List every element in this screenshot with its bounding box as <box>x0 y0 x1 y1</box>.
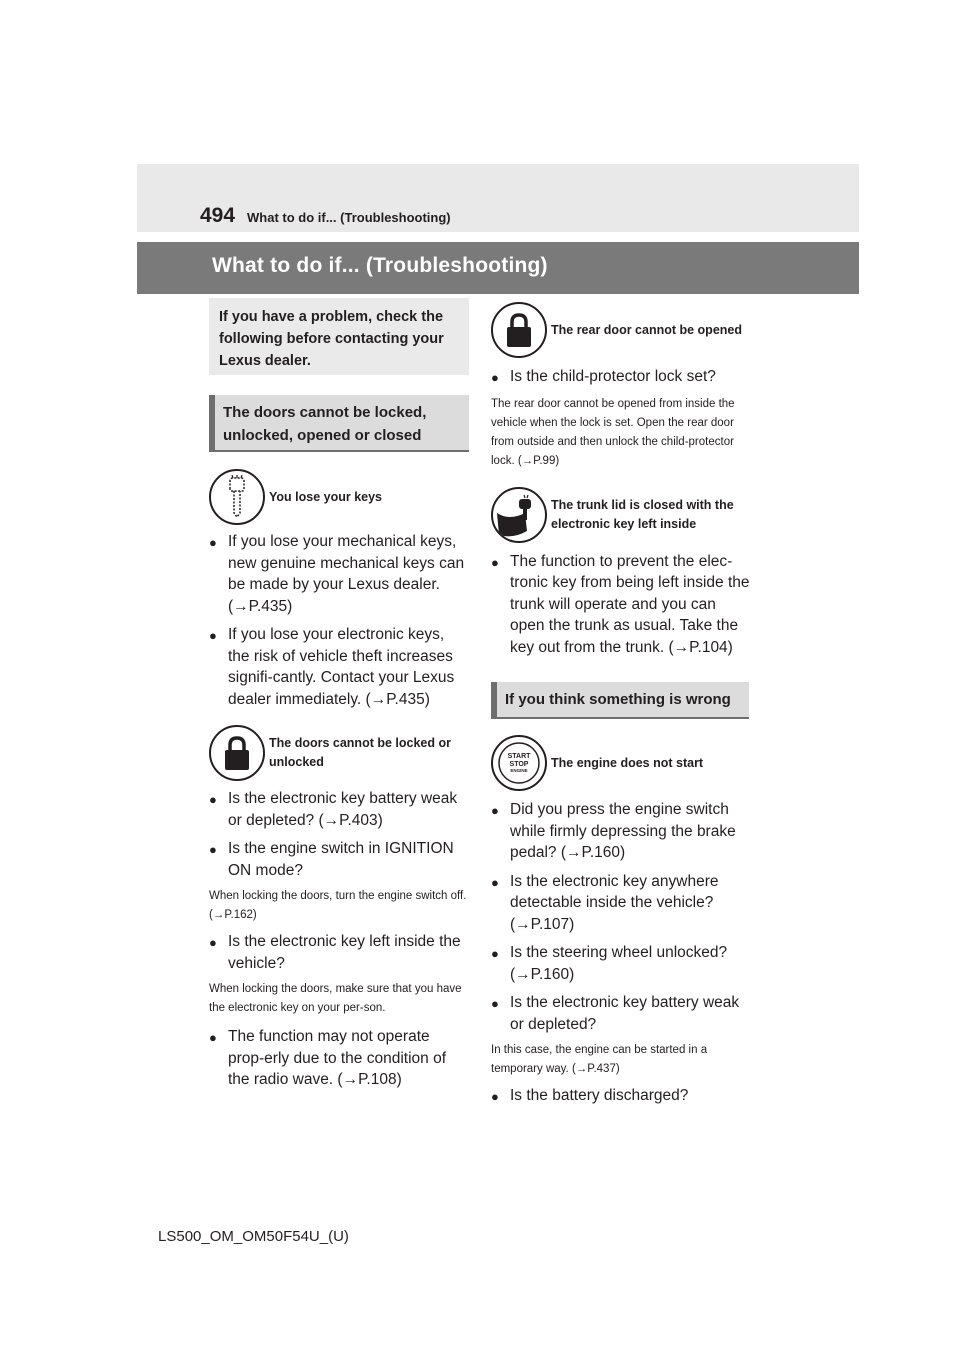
padlock-icon <box>491 302 547 358</box>
running-title: What to do if... (Troubleshooting) <box>247 210 451 225</box>
bullet-item <box>491 799 751 864</box>
bullet-text: If you lose your electronic keys, the risk of vehicle theft increases signifi-cantly. Contact your Lexus dealer immediately. (→P.435) <box>228 626 455 708</box>
subheading-label: The engine does not start <box>551 755 704 770</box>
bullet-text: If you lose your mechanical keys, new genuine mechanical keys can be made by your Lexus dealer. (→P.435) <box>228 533 465 615</box>
page-title: What to do if... (Troubleshooting) <box>212 254 548 277</box>
bullet-text: Did you press the engine switch while firmly depressing the brake pedal? (→P.160) <box>510 801 736 861</box>
bullet-text: Is the steering wheel unlocked? (→P.160) <box>510 944 728 983</box>
bullet-text: Is the electronic key battery weak or depleted? <box>510 994 740 1033</box>
icon-text: STOP <box>509 761 529 768</box>
bullet-icon: ● <box>209 792 217 807</box>
bullet-icon: ● <box>491 803 499 818</box>
header-band <box>137 164 859 232</box>
bullet-item <box>209 1026 469 1091</box>
bullet-text: Is the electronic key anywhere detectable inside the vehicle? (→P.107) <box>510 872 719 933</box>
bullet-item <box>209 531 469 617</box>
section-heading-wrong: If you think something is wrong <box>491 682 749 719</box>
key-icon <box>209 469 265 525</box>
right-column <box>491 302 751 1108</box>
bullet-item <box>209 788 469 831</box>
subheading-label: You lose your keys <box>269 489 383 504</box>
bullet-item <box>209 838 469 881</box>
bullet-icon: ● <box>491 1089 499 1104</box>
section-heading-doors: The doors cannot be locked, unlocked, opened or closed <box>209 395 469 452</box>
note-text: In this case, the engine can be started in a temporary way. (→P.437) <box>491 1044 708 1075</box>
left-column <box>209 298 469 1091</box>
icon-text: START <box>507 753 531 760</box>
bullet-item <box>491 992 751 1035</box>
page-number: 494 <box>200 204 236 227</box>
subheading-rear-door <box>491 302 751 358</box>
subheading-engine <box>491 735 751 791</box>
trunk-key-icon <box>491 487 547 543</box>
bullet-icon: ● <box>491 946 499 961</box>
title-bar <box>137 242 859 294</box>
bullet-text: The function may not operate prop-erly due to the condition of the radio wave. (→P.108) <box>228 1028 446 1088</box>
bullet-item <box>491 366 751 389</box>
bullet-icon: ● <box>209 535 217 550</box>
subheading-label: The doors cannot be locked or unlocked <box>269 736 451 769</box>
note-text: When locking the doors, turn the engine switch off. (→P.162) <box>209 890 467 921</box>
start-stop-button-icon <box>491 735 547 791</box>
bullet-text: Is the electronic key left inside the vehicle? <box>228 933 461 972</box>
bullet-icon: ● <box>209 935 217 950</box>
bullet-icon: ● <box>209 1030 217 1045</box>
subheading-doors-lock <box>209 725 469 781</box>
footer-code: LS500_OM_OM50F54U_(U) <box>158 1228 349 1245</box>
intro-box: If you have a problem, check the following before contacting your Lexus dealer. <box>209 298 469 375</box>
bullet-text: Is the child-protector lock set? <box>510 368 716 385</box>
bullet-item <box>491 551 751 659</box>
bullet-icon: ● <box>209 842 217 857</box>
subheading-lost-keys <box>209 469 469 525</box>
bullet-text: Is the electronic key battery weak or depleted? (→P.403) <box>228 790 458 829</box>
icon-text: ENGINE <box>510 768 528 773</box>
note-text: The rear door cannot be opened from inside the vehicle when the lock is set. Open the rear door from outside and then unlock the child-protector lock. (→P.99) <box>491 397 735 467</box>
bullet-text: The function to prevent the elec-tronic key from being left inside the trunk will operate and you can open the trunk as usual. Take the key out from the trunk. (→P.104) <box>510 552 750 656</box>
bullet-icon: ● <box>491 370 499 385</box>
bullet-item <box>491 942 751 985</box>
bullet-text: Is the battery discharged? <box>510 1087 689 1104</box>
bullet-item <box>491 871 751 936</box>
padlock-icon <box>209 725 265 781</box>
bullet-text: Is the engine switch in IGNITION ON mode? <box>228 840 454 879</box>
bullet-item <box>209 624 469 710</box>
bullet-item <box>209 931 469 974</box>
bullet-icon: ● <box>491 874 499 890</box>
bullet-item <box>491 1085 751 1108</box>
bullet-icon: ● <box>491 996 499 1011</box>
bullet-icon: ● <box>209 628 217 643</box>
subheading-label: The rear door cannot be opened <box>551 322 742 337</box>
subheading-trunk <box>491 487 751 543</box>
bullet-icon: ● <box>491 554 499 570</box>
subheading-label: The trunk lid is closed with the electronic key left inside <box>551 497 734 531</box>
note-text: When locking the doors, make sure that you have the electronic key on your per-son. <box>209 983 462 1014</box>
